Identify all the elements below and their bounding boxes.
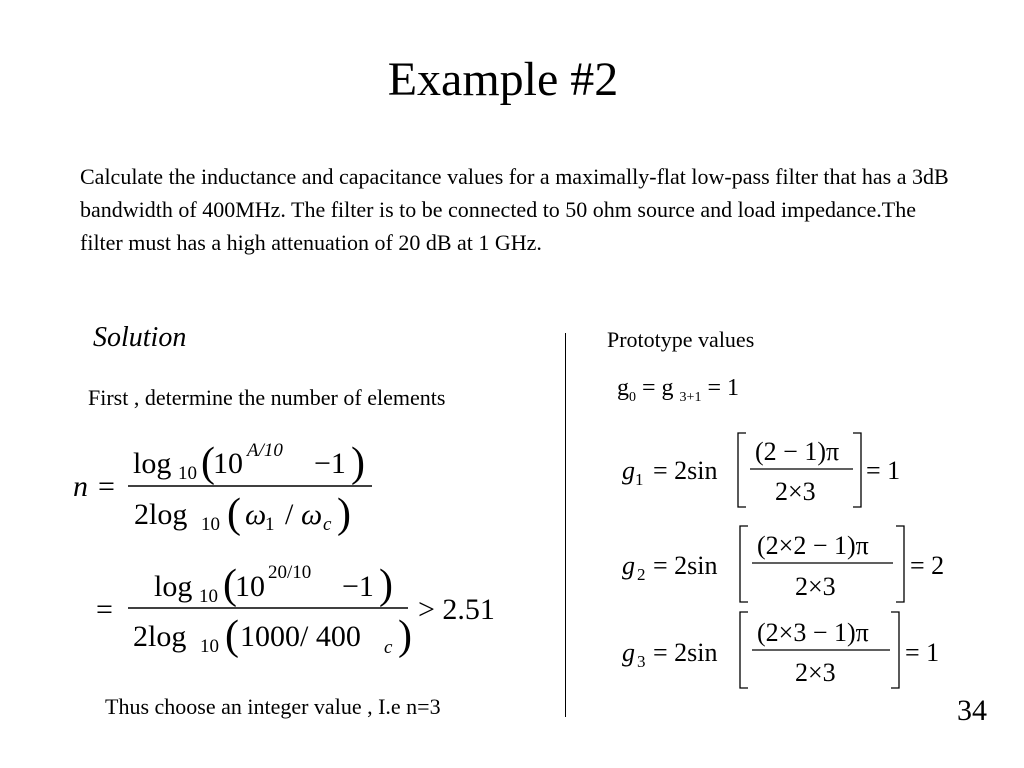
svg-text:= 2sin: = 2sin — [653, 551, 718, 580]
right-bracket — [891, 612, 899, 688]
svg-text:10: 10 — [235, 570, 265, 603]
svg-text:g: g — [622, 551, 635, 580]
svg-text:ω: ω — [245, 498, 267, 531]
svg-text:(: ( — [225, 613, 239, 659]
n-value — [96, 562, 495, 659]
log-func: log — [133, 447, 172, 480]
svg-text:2log: 2log — [133, 620, 187, 653]
svg-text:=: = — [98, 470, 115, 503]
svg-text:10: 10 — [200, 636, 219, 657]
right-bracket — [896, 526, 904, 602]
conclusion-text: Thus choose an integer value , I.e n=3 — [105, 694, 441, 719]
first-step-text: First , determine the number of elements — [88, 385, 446, 410]
svg-text:10: 10 — [213, 447, 243, 480]
left-bracket — [738, 433, 746, 507]
svg-text:(: ( — [227, 491, 241, 537]
g3-equation — [622, 612, 939, 688]
solution-label: Solution — [93, 322, 187, 353]
svg-text:2×3: 2×3 — [775, 477, 816, 506]
svg-text:(2×2 − 1)π: (2×2 − 1)π — [757, 531, 869, 560]
svg-text:= 2: = 2 — [910, 551, 945, 580]
svg-text:= 1: = 1 — [905, 638, 940, 667]
svg-text:(: ( — [223, 562, 237, 608]
slide-title: Example #2 — [387, 53, 619, 106]
svg-text:3: 3 — [637, 652, 646, 671]
svg-text:1000/ 400: 1000/ 400 — [240, 620, 361, 653]
svg-text:g: g — [622, 638, 635, 667]
svg-text:10: 10 — [178, 463, 197, 484]
svg-text:1: 1 — [265, 514, 275, 535]
svg-text:−1: −1 — [314, 447, 346, 480]
page-number: 34 — [957, 694, 987, 727]
svg-text:(: ( — [201, 440, 215, 486]
n-formula — [73, 440, 372, 537]
left-bracket — [740, 612, 748, 688]
svg-text:10: 10 — [199, 586, 218, 607]
left-bracket — [740, 526, 748, 602]
svg-text:2×3: 2×3 — [795, 658, 836, 687]
svg-text:2×3: 2×3 — [795, 572, 836, 601]
svg-text:2: 2 — [637, 565, 646, 584]
n-symbol: n — [73, 470, 88, 503]
svg-text:1: 1 — [635, 470, 644, 489]
g2-equation — [622, 526, 944, 602]
g1-equation — [622, 433, 900, 507]
n-result: > 2.51 — [418, 593, 495, 626]
svg-text:(2×3 − 1)π: (2×3 − 1)π — [757, 618, 869, 647]
svg-text:): ) — [351, 440, 365, 486]
svg-text:): ) — [398, 613, 412, 659]
svg-text:(2 − 1)π: (2 − 1)π — [755, 437, 840, 466]
svg-text:A/10: A/10 — [247, 440, 283, 461]
svg-text:10: 10 — [201, 514, 220, 535]
g0-equation: $g_0 = g$ $_{3+1}$ = 1 — [617, 375, 739, 405]
svg-text:log: log — [154, 570, 193, 603]
svg-text:): ) — [337, 491, 351, 537]
svg-text:c: c — [323, 514, 332, 535]
prototype-values-label: Prototype values — [607, 327, 755, 352]
svg-text:= 1: = 1 — [866, 456, 901, 485]
svg-text:): ) — [379, 562, 393, 608]
svg-text:= 2sin: = 2sin — [653, 638, 718, 667]
svg-text:ω: ω — [301, 498, 323, 531]
svg-text:c: c — [384, 637, 393, 658]
problem-statement: Calculate the inductance and capacitance values for a maximally-flat low-pass filter that has a 3dB bandwidth of 400MHz. The filter is to be connected to 50 ohm source and load impedance.The filter must has a high attenuation of 20 dB at 1 GHz. — [80, 164, 949, 255]
right-bracket — [853, 433, 861, 507]
svg-text:2log: 2log — [134, 498, 188, 531]
svg-text:/: / — [285, 498, 294, 531]
svg-text:= 2sin: = 2sin — [653, 456, 718, 485]
svg-text:−1: −1 — [342, 570, 374, 603]
svg-text:g: g — [622, 456, 635, 485]
svg-text:=: = — [96, 593, 113, 626]
svg-text:20/10: 20/10 — [268, 562, 312, 583]
